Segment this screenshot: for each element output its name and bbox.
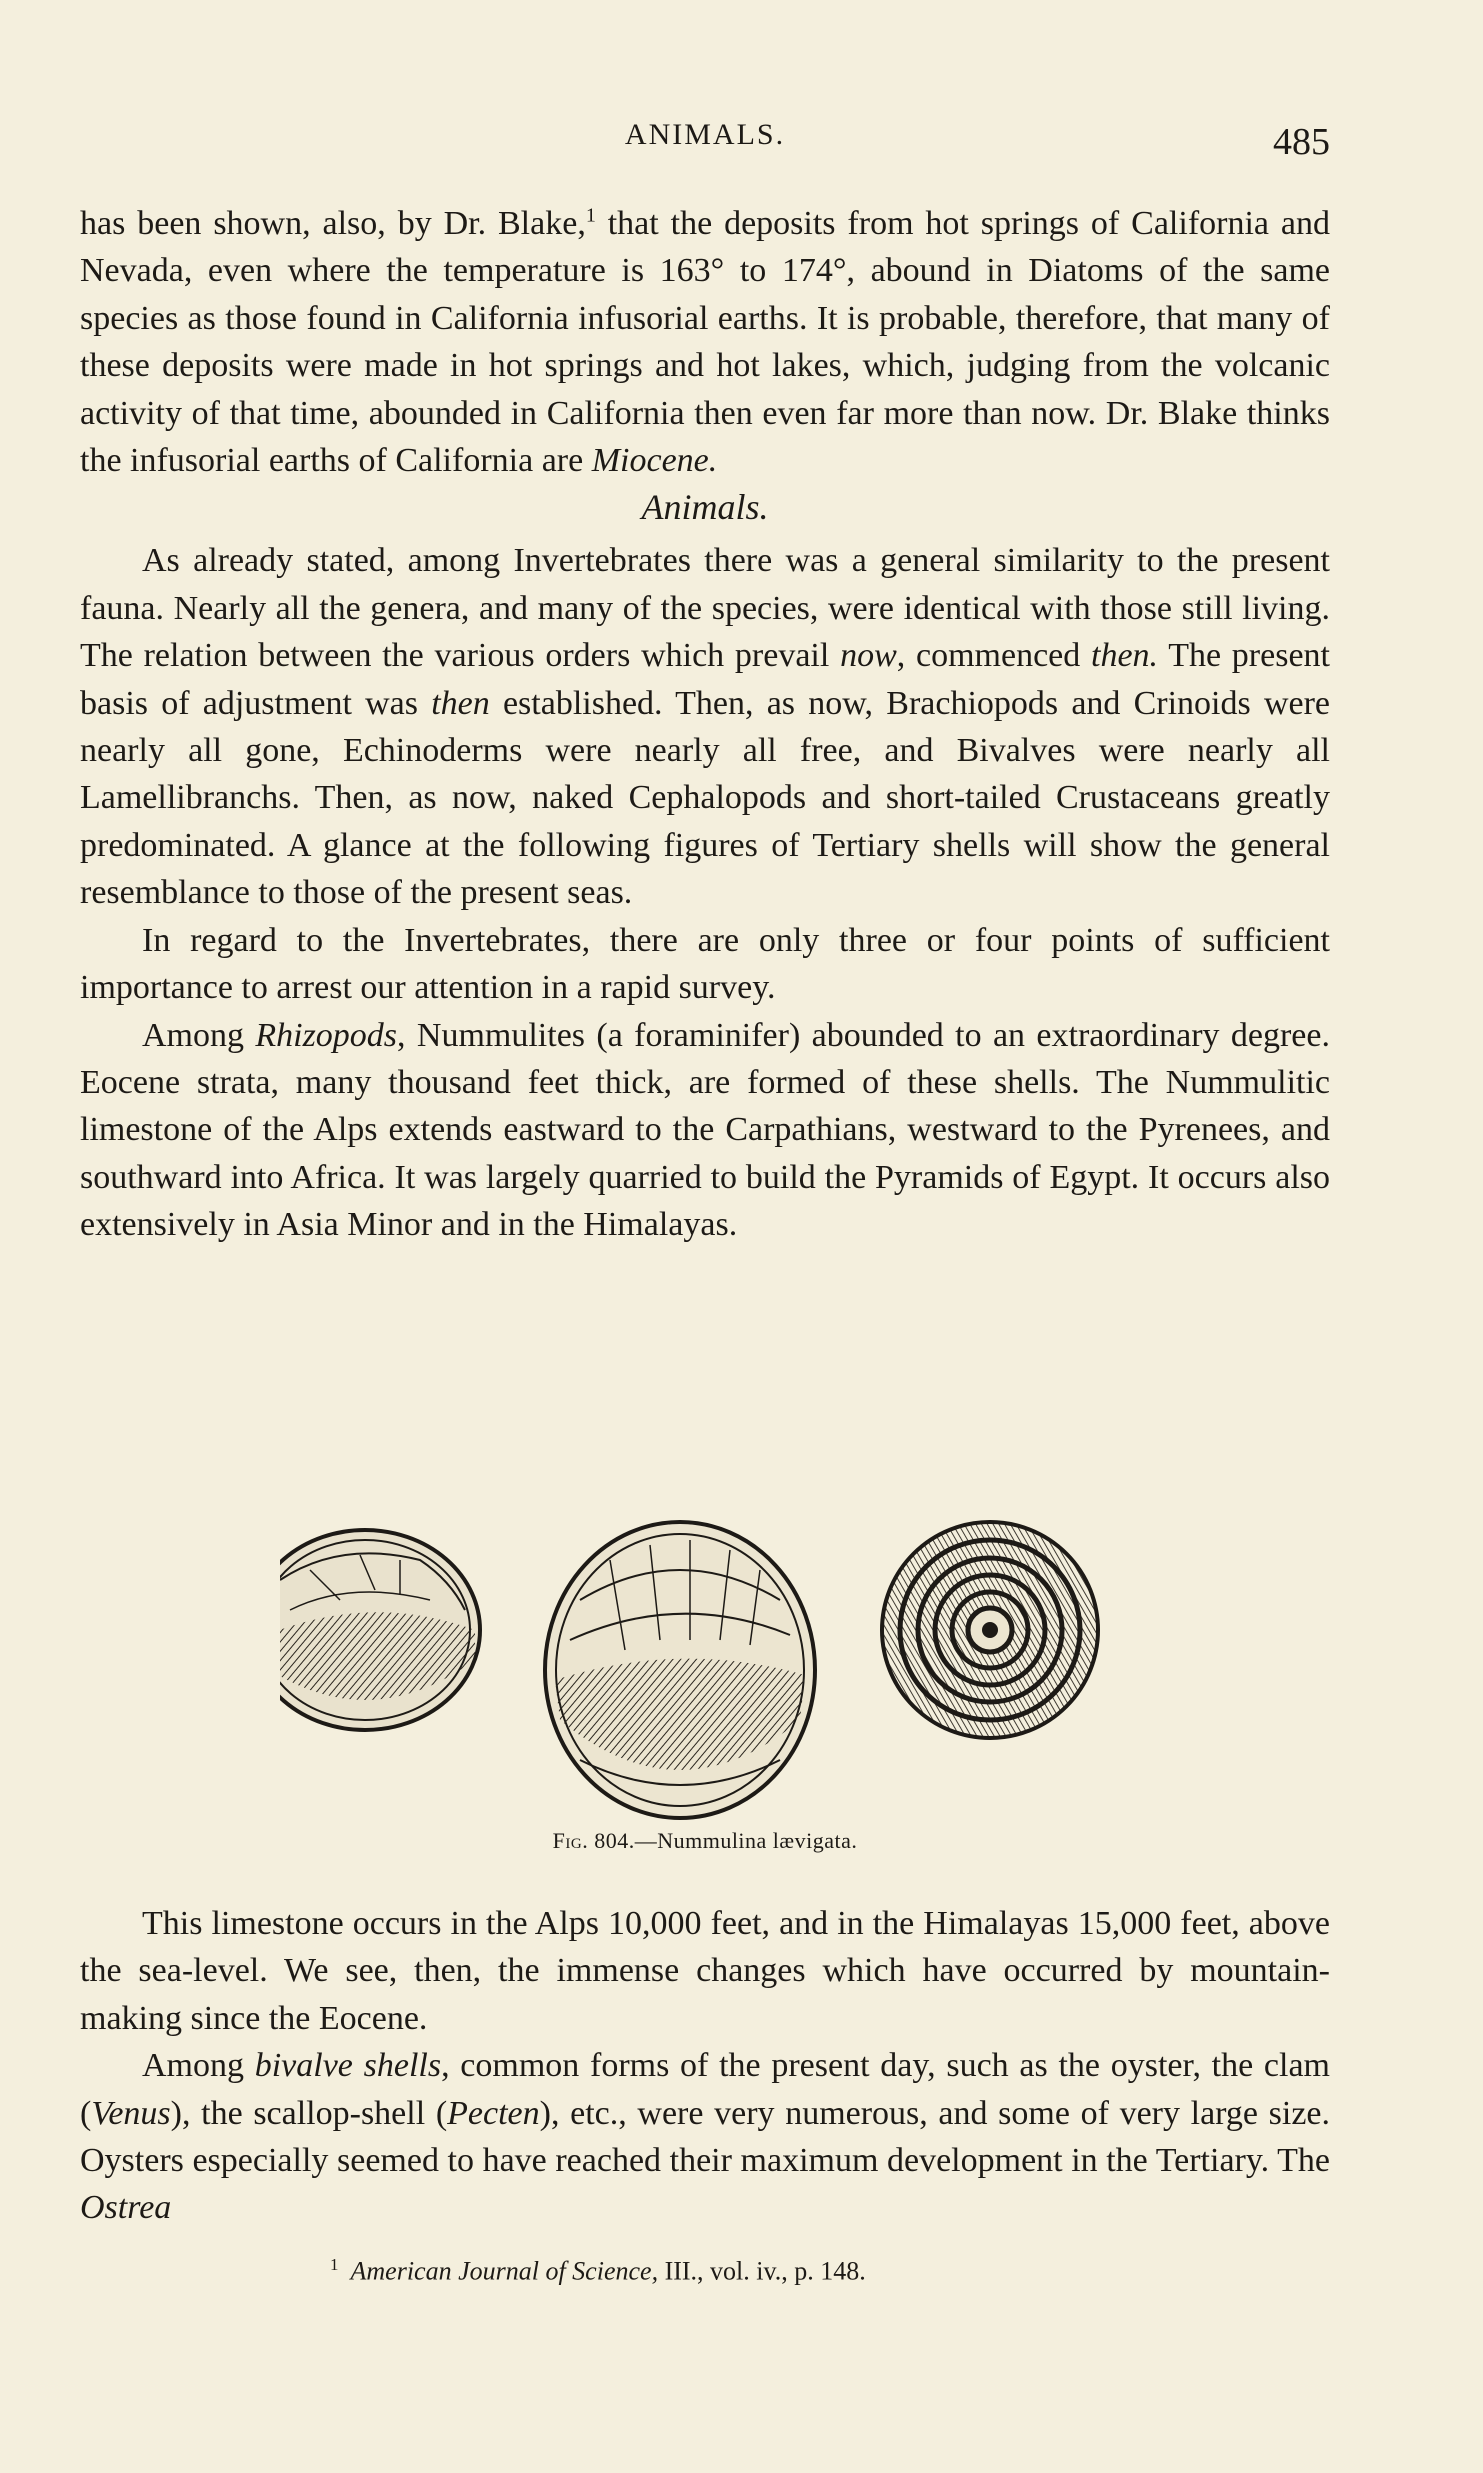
page-number: 485 xyxy=(1273,121,1330,163)
figure-label: Fig. 804. xyxy=(552,1828,635,1853)
footnote-reference: 1 xyxy=(585,204,596,227)
nummulite-shell-left xyxy=(280,1530,480,1730)
miocene-term: Miocene. xyxy=(591,442,718,480)
footnote-journal: American Journal of Science, xyxy=(350,2256,659,2286)
paragraph-bivalves: Among bivalve shells, common forms of the present day, such as the oyster, the clam (Venus), the scallop-shell (Pecten), etc., were very numerous, and some of very large size. Oysters especially seemed to have reached their maximum development in the Tertiary. The Ostrea xyxy=(80,2047,1330,2227)
paragraph-diatoms: has been shown, also, by Dr. Blake,$^1$ that the deposits from hot springs of California and Nevada, even where the temperature is 163° to 174°, abound in Diatoms of the same species as those found in California infusorial earths. It is probable, therefore, that many of these deposits were made in hot springs and hot lakes, which, judging from the volcanic activity of that time, abounded in California then even far more than now. Dr. Blake thinks the infusorial earths of California are Miocene. xyxy=(80,204,1330,480)
paragraph-rhizopods: Among Rhizopods, Nummulites (a foraminifer) abounded to an extraordinary degree. Eocene strata, many thousand feet thick, are formed of these shells. The Nummulitic limestone of the Alps extends eastward to the Carpathians, westward to the Pyrenees, and southward into Africa. It was largely quarried to build the Pyramids of Egypt. It occurs also extensively in Asia Minor and in the Himalayas. xyxy=(80,1016,1330,1244)
footnote: $^1$ American Journal of Science, III., vol. iv., p. 148. xyxy=(330,2255,866,2286)
footnote-marker: 1 xyxy=(330,2255,339,2274)
upper-text-block xyxy=(80,200,1330,1249)
lower-text-block xyxy=(80,1900,1330,2232)
nummulite-shell-center xyxy=(545,1522,815,1818)
paragraph-invertebrates-similarity: As already stated, among Invertebrates there was a general similarity to the present fauna. Nearly all the genera, and many of the species, were identical with those still living. The relation between the various orders which prevail now, commenced then. The present basis of adjustment was then established. Then, as now, Brachiopods and Crinoids were nearly all gone, Echinoderms were nearly all free, and Bivalves were nearly all Lamellibranchs. Then, as now, naked Cephalopods and short-tailed Crustaceans greatly predominated. A glance at the following figures of Tertiary shells will show the general resemblance to those of the present seas. xyxy=(80,542,1330,912)
figure-804 xyxy=(80,1520,1330,1870)
section-title-animals: Animals. xyxy=(641,487,769,528)
nummulite-shell-cross-section xyxy=(882,1522,1098,1738)
page-header xyxy=(80,112,1330,172)
paragraph-limestone-elevation: This limestone occurs in the Alps 10,000 feet, and in the Himalayas 15,000 feet, above the sea-level. We see, then, the immense changes which have occurred by mountain-making since the Eocene. xyxy=(80,1905,1330,2037)
running-head: ANIMALS. xyxy=(624,118,786,151)
paragraph-survey: In regard to the Invertebrates, there are only three or four points of sufficient importance to arrest our attention in a rapid survey. xyxy=(80,921,1330,1007)
nummulite-illustration xyxy=(280,1520,1130,1820)
figure-caption: Fig. 804.—Nummulina lævigata. xyxy=(552,1828,858,1853)
